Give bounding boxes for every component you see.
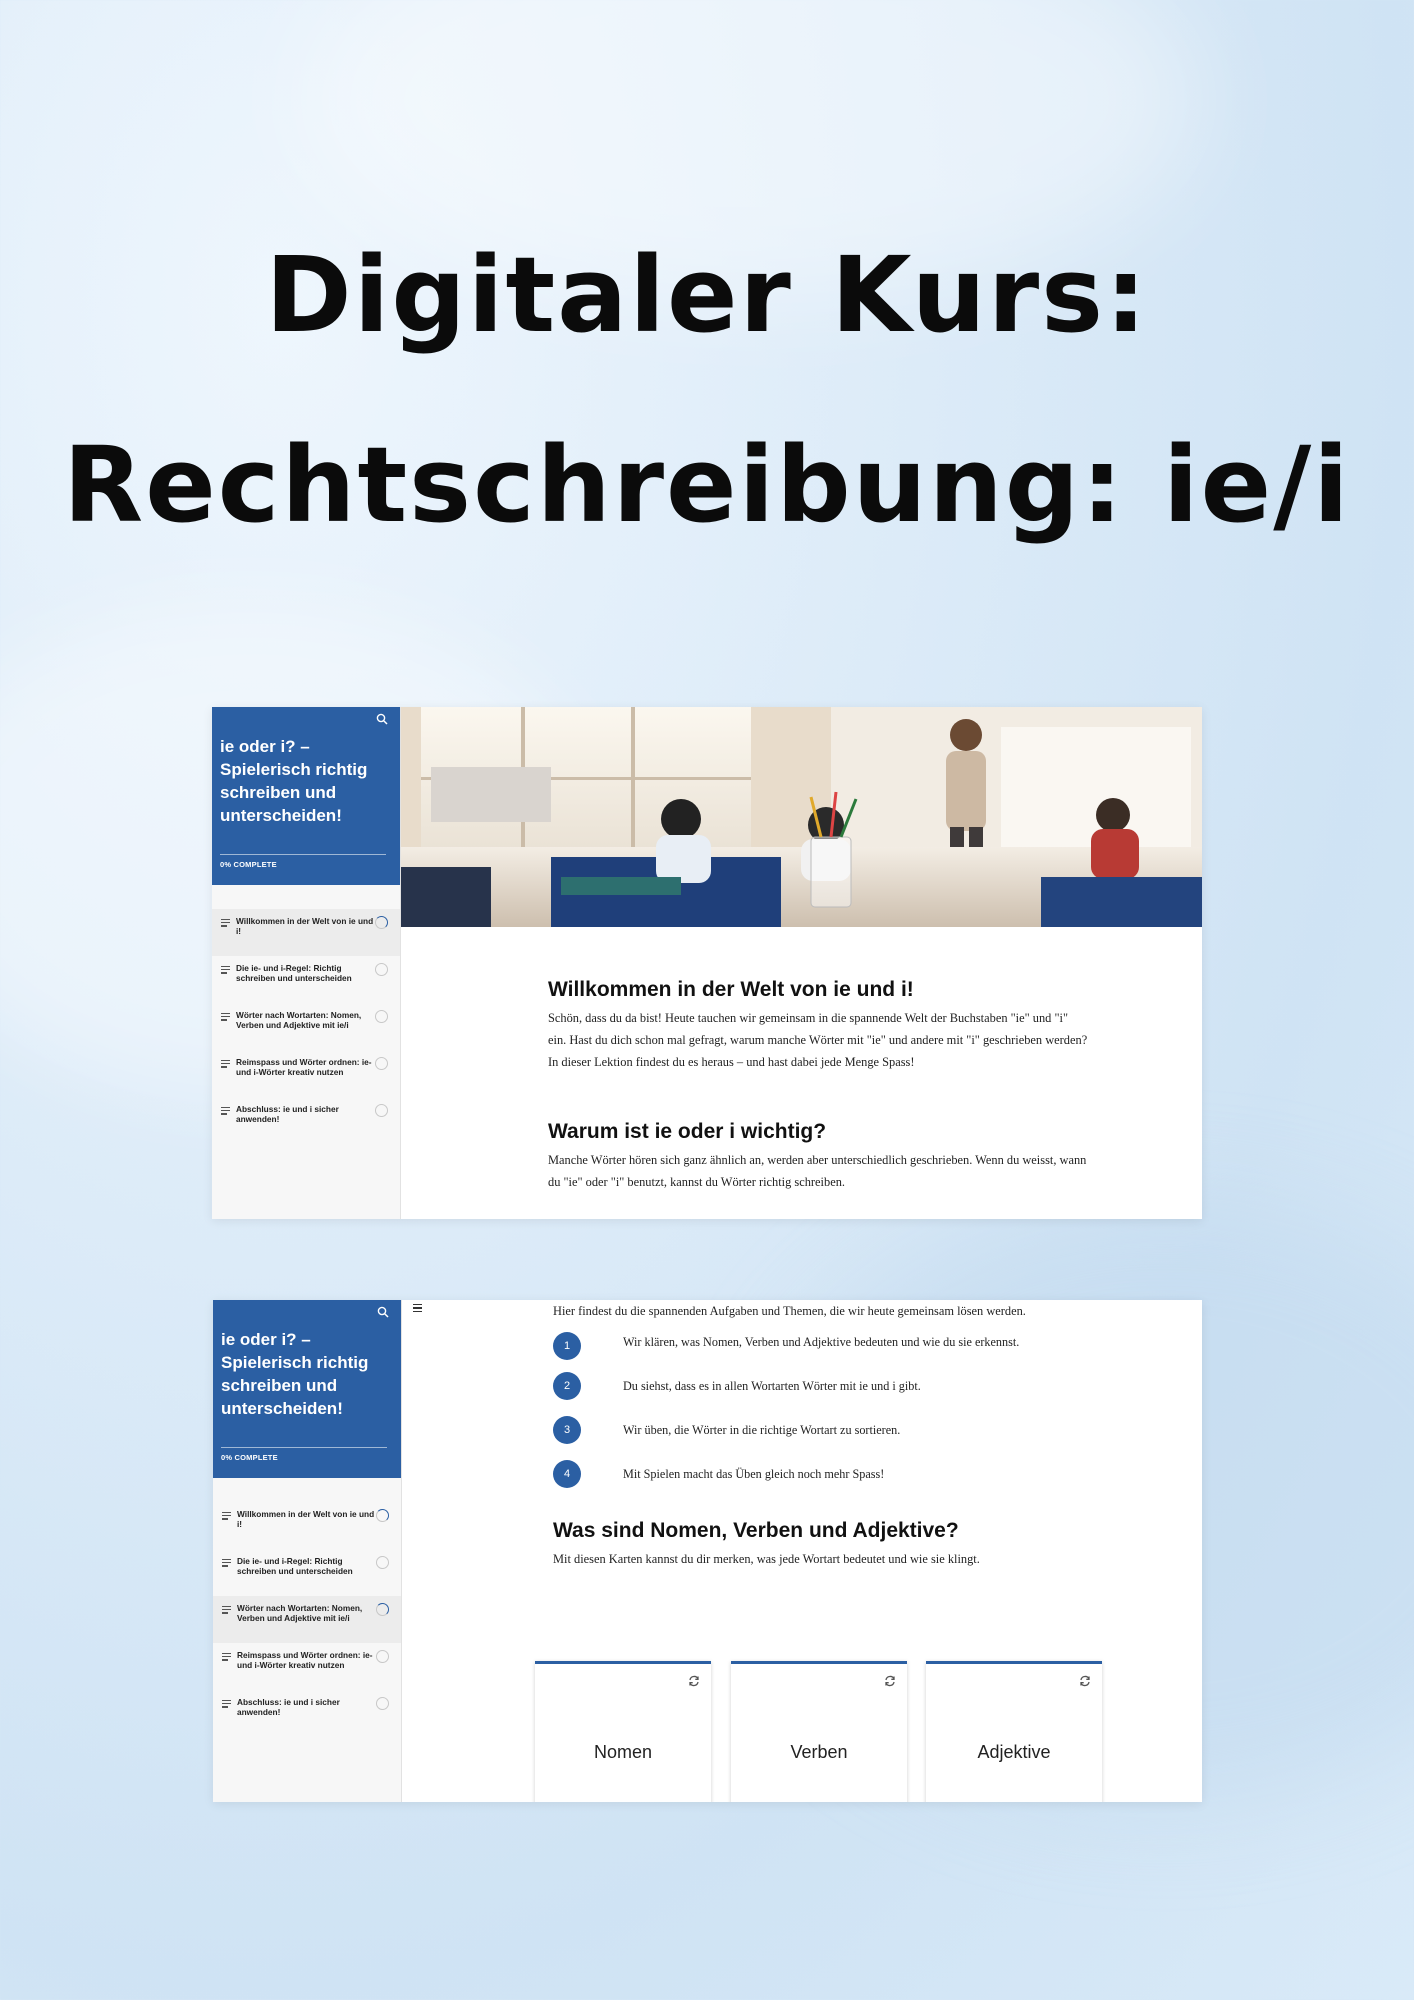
course-screenshot-1 [212,707,1202,1219]
intro-text: Hier findest du die spannenden Aufgaben und Themen, die wir heute gemeinsam lösen werden. [553,1304,1026,1318]
status-icon [375,1057,388,1070]
list-item [553,1460,1113,1484]
lesson-label: Wörter nach Wortarten: Nomen, Verben und Adjektive mit ie/i [237,1603,363,1623]
step-number-badge: 3 [553,1416,581,1444]
section-heading: Was sind Nomen, Verben und Adjektive? [553,1519,959,1542]
section-text: Manche Wörter hören sich ganz ähnlich an, werden aber unterschiedlich geschrieben. Wenn du weisst, wann du "ie" oder "i" benutzt, kannst du Wörter richtig schreiben. [548,1153,1087,1189]
sidebar-item-lesson-1[interactable] [212,909,400,956]
lesson-label: Willkommen in der Welt von ie und i! [237,1509,375,1529]
lesson-label: Abschluss: ie und i sicher anwenden! [236,1104,339,1124]
title-line-2: Rechtschreibung: ie/i [63,424,1351,546]
list-item [553,1372,1113,1396]
flip-icon[interactable] [1078,1674,1092,1688]
sidebar-item-lesson-5[interactable] [213,1690,401,1737]
sidebar-header [212,707,400,885]
lesson-icon [221,919,230,929]
status-icon [375,916,388,929]
lesson-content [548,977,1088,1193]
lesson-label: Abschluss: ie und i sicher anwenden! [237,1697,340,1717]
course-progress: 0% COMPLETE [220,854,386,869]
course-title: ie oder i? – Spielerisch richtig schreiben und unterscheiden! [220,737,368,825]
card-label: Verben [790,1742,848,1762]
step-text: Wir klären, was Nomen, Verben und Adjektive bedeuten und wie du sie erkennst. [623,1335,1020,1349]
task-list [553,1332,1113,1484]
lesson-icon [222,1512,231,1522]
lesson-label: Wörter nach Wortarten: Nomen, Verben und Adjektive mit ie/i [236,1010,362,1030]
section-heading: Willkommen in der Welt von ie und i! [548,978,914,1001]
lesson-icon [221,1060,230,1070]
sidebar-item-lesson-2[interactable] [212,956,400,1003]
lesson-label: Die ie- und i-Regel: Richtig schreiben und unterscheiden [237,1556,353,1576]
status-icon [375,1104,388,1117]
lesson-label: Willkommen in der Welt von ie und i! [236,916,374,936]
lesson-content [553,1300,1113,1570]
card-label: Nomen [593,1742,653,1762]
list-item [553,1416,1113,1440]
sidebar-item-lesson-4[interactable] [212,1050,400,1097]
sidebar-item-lesson-3[interactable] [213,1596,401,1643]
search-icon[interactable] [376,713,388,725]
menu-icon[interactable] [413,1304,422,1314]
course-sidebar [213,1300,402,1802]
page-title [0,200,1414,580]
step-number-badge: 4 [553,1460,581,1488]
course-screenshot-2 [213,1300,1202,1802]
course-progress: 0% COMPLETE [221,1447,387,1462]
section-text: Schön, dass du da bist! Heute tauchen wir gemeinsam in die spannende Welt der Buchstaben "ie" und "i" ein. Hast du dich schon mal gefragt, warum manche Wörter mit "ie" und andere mit "i" geschrieben werden? In dieser Lektion findest du es heraus – und hast dabei jede Menge Spass! [548,1011,1088,1069]
lesson-list [212,885,400,1144]
sidebar-item-lesson-1[interactable] [213,1502,401,1549]
lesson-icon [222,1606,231,1616]
sidebar-item-lesson-2[interactable] [213,1549,401,1596]
sidebar-header [213,1300,401,1478]
step-text: Wir üben, die Wörter in die richtige Wortart zu sortieren. [623,1423,901,1437]
step-number-badge: 2 [553,1372,581,1400]
sidebar-item-lesson-4[interactable] [213,1643,401,1690]
card-label: Adjektive [977,1742,1051,1762]
course-sidebar [212,707,401,1219]
classroom-hero-image [401,707,1202,927]
status-icon [375,1010,388,1023]
lesson-label: Reimspass und Wörter ordnen: ie- und i-Wörter kreativ nutzen [236,1057,372,1077]
course-title: ie oder i? – Spielerisch richtig schreiben und unterscheiden! [221,1330,369,1418]
flashcard-nomen[interactable] [535,1661,711,1802]
status-icon [376,1603,389,1616]
lesson-label: Die ie- und i-Regel: Richtig schreiben und unterscheiden [236,963,352,983]
step-text: Du siehst, dass es in allen Wortarten Wörter mit ie und i gibt. [623,1379,921,1393]
status-icon [376,1509,389,1522]
lesson-icon [222,1700,231,1710]
status-icon [376,1697,389,1710]
lesson-icon [221,1107,230,1117]
section-heading: Warum ist ie oder i wichtig? [548,1120,827,1143]
sidebar-item-lesson-3[interactable] [212,1003,400,1050]
flip-icon[interactable] [883,1674,897,1688]
flashcard-adjektive[interactable] [926,1661,1102,1802]
sidebar-item-lesson-5[interactable] [212,1097,400,1144]
flashcard-verben[interactable] [731,1661,907,1802]
status-icon [376,1556,389,1569]
lesson-label: Reimspass und Wörter ordnen: ie- und i-Wörter kreativ nutzen [237,1650,373,1670]
lesson-list [213,1478,401,1737]
flip-icon[interactable] [687,1674,701,1688]
lesson-icon [221,1013,230,1023]
step-number-badge: 1 [553,1332,581,1360]
classroom-illustration [401,707,1202,927]
title-line-1: Digitaler Kurs: [265,234,1149,356]
lesson-icon [221,966,230,976]
status-icon [375,963,388,976]
status-icon [376,1650,389,1663]
section-text: Mit diesen Karten kannst du dir merken, was jede Wortart bedeutet und wie sie klingt. [553,1552,980,1566]
lesson-icon [222,1653,231,1663]
list-item [553,1332,1113,1352]
search-icon[interactable] [377,1306,389,1318]
step-text: Mit Spielen macht das Üben gleich noch mehr Spass! [623,1467,885,1481]
lesson-icon [222,1559,231,1569]
